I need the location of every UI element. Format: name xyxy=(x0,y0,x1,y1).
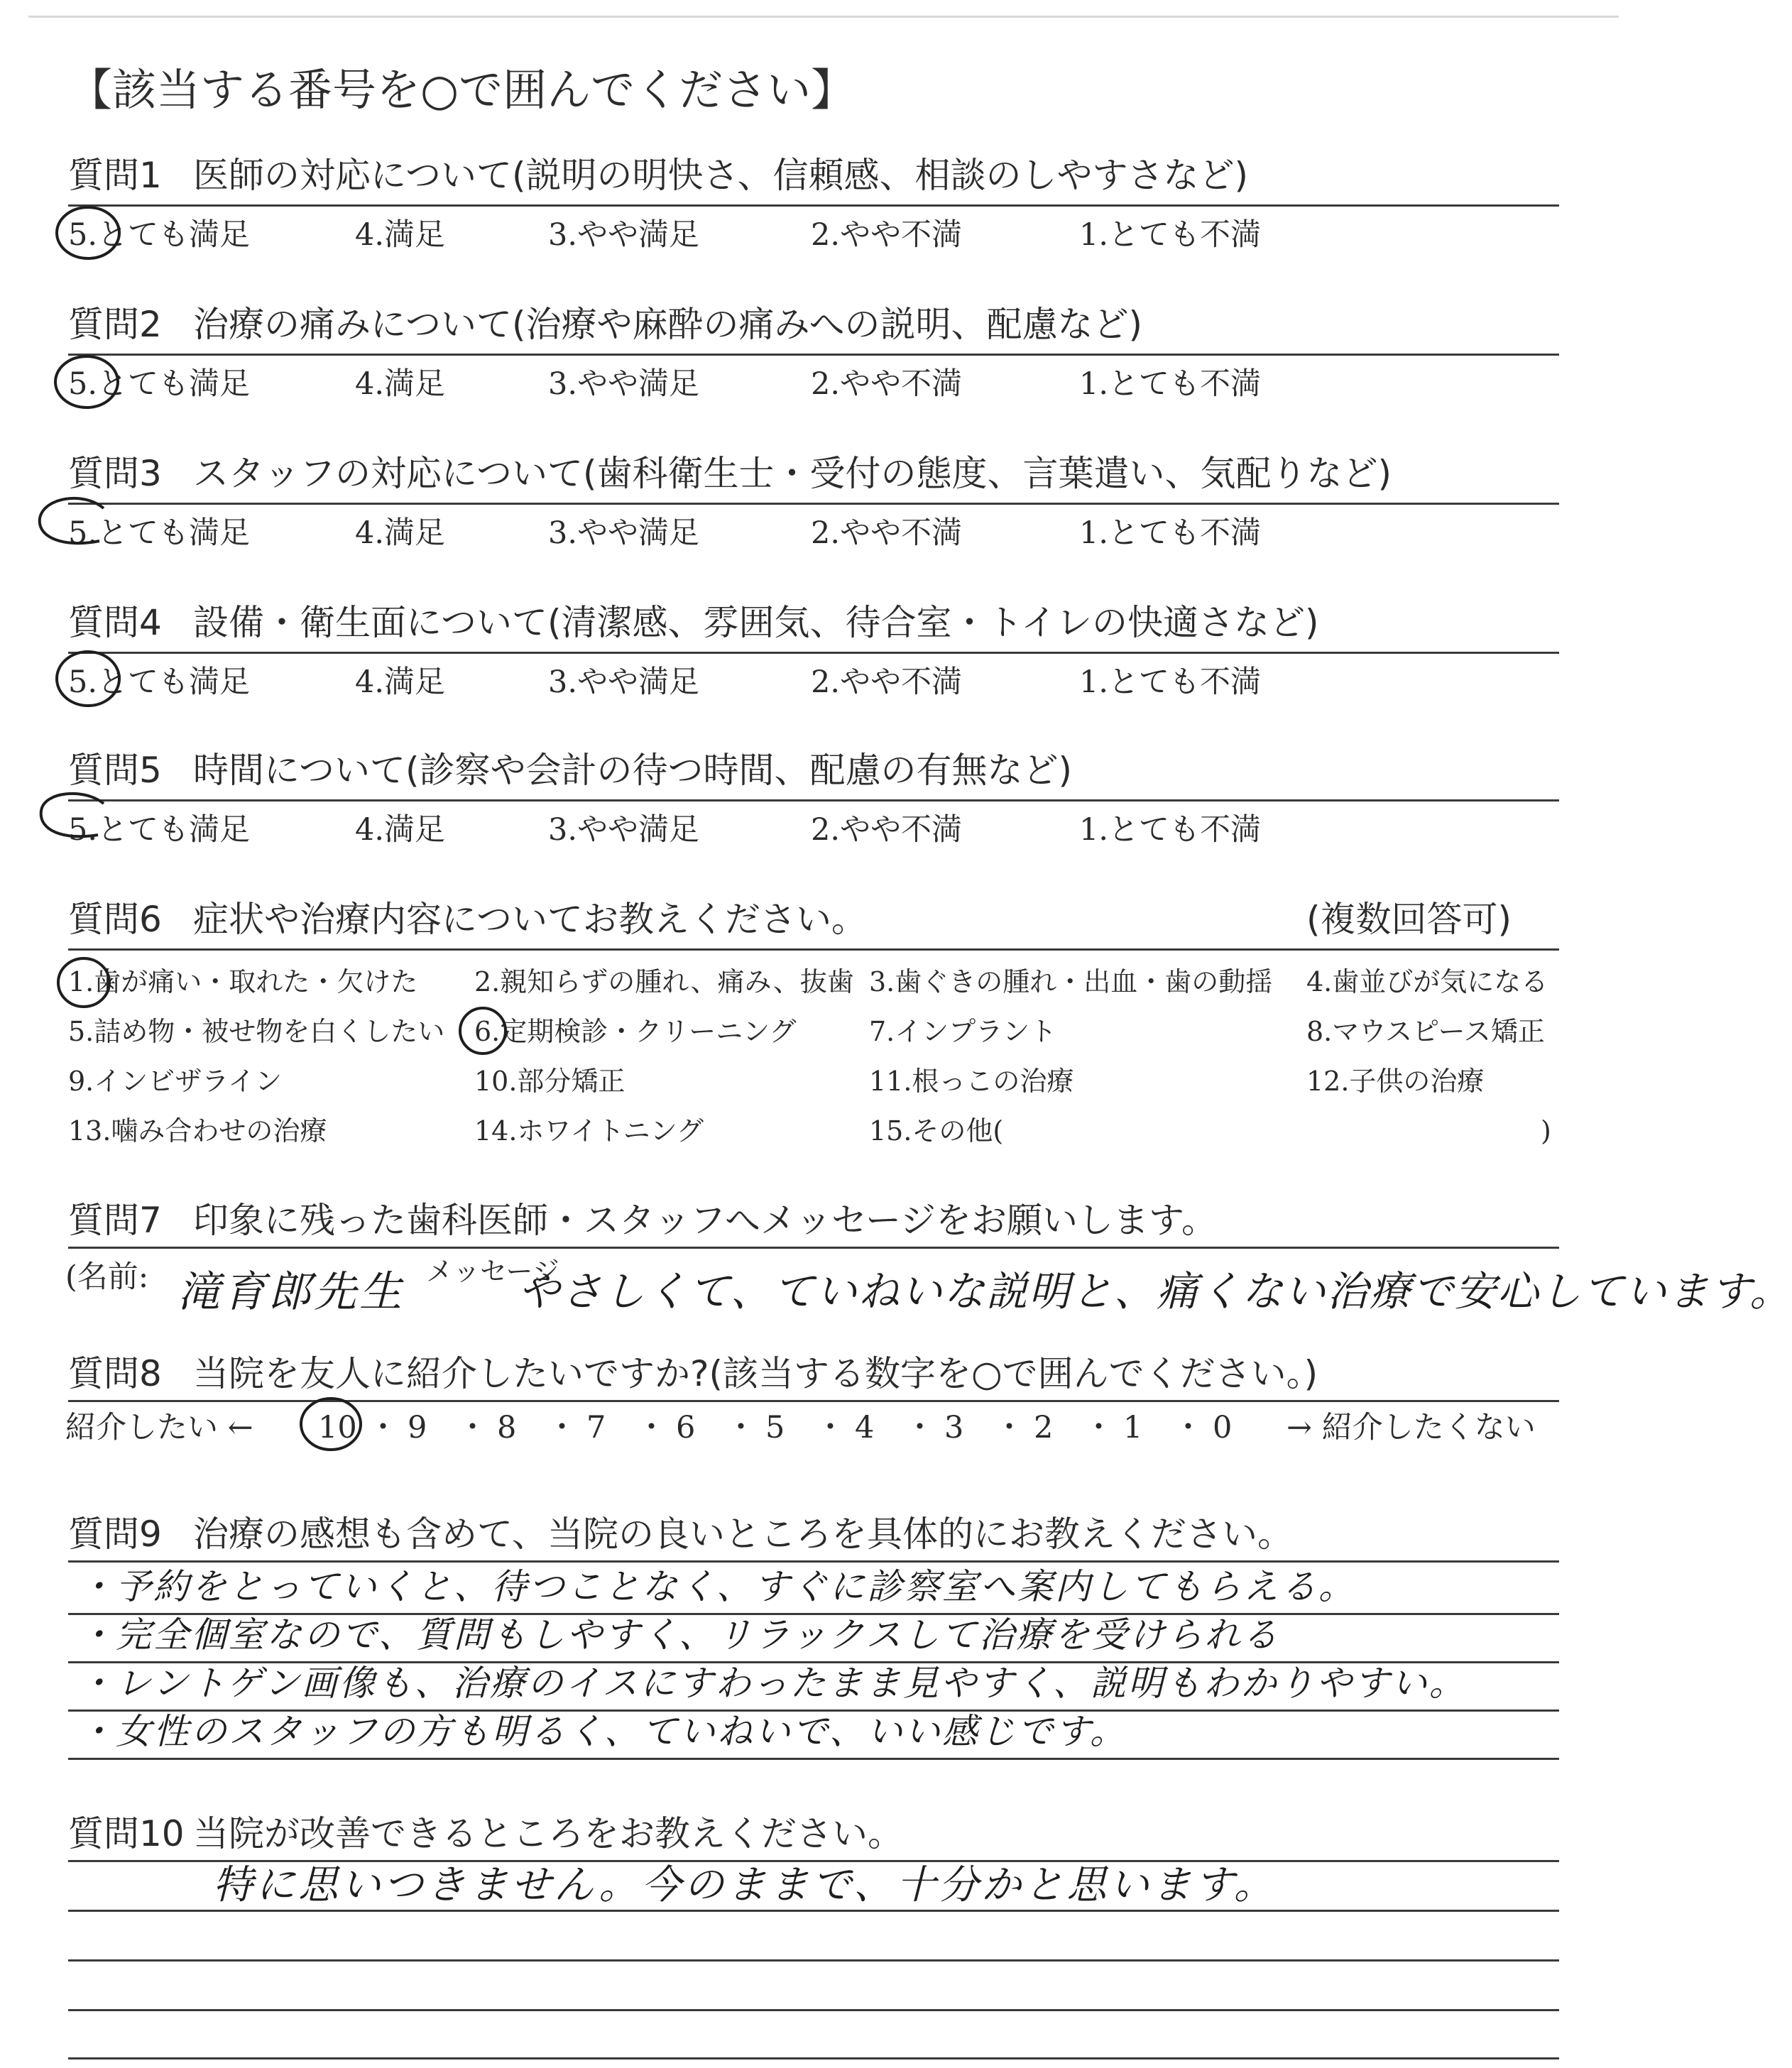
q5-option-1[interactable]: 1.とても不満 xyxy=(1079,812,1262,848)
q7-message-handwritten: やさしくて、ていねいな説明と、痛くない治療で安心しています。 xyxy=(518,1267,1792,1315)
q1-option-1[interactable]: 1.とても不満 xyxy=(1079,217,1262,253)
q1-option-4[interactable]: 4.満足 xyxy=(355,217,446,253)
q2-option-1[interactable]: 1.とても不満 xyxy=(1079,366,1262,402)
q9-label: 質問9 xyxy=(68,1514,162,1555)
q1-option-3[interactable]: 3.やや満足 xyxy=(548,217,700,253)
q8-score-3[interactable]: 3 xyxy=(944,1410,964,1445)
q4-option-2[interactable]: 2.やや不満 xyxy=(811,664,963,700)
q5-underline xyxy=(68,799,1559,802)
q6-item-13[interactable]: 13.噛み合わせの治療 xyxy=(68,1115,327,1147)
q5-option-3[interactable]: 3.やや満足 xyxy=(548,812,700,848)
q2-option-3[interactable]: 3.やや満足 xyxy=(548,366,700,402)
q2-label: 質問2 xyxy=(68,304,162,345)
q8-score-4[interactable]: 4 xyxy=(855,1410,875,1445)
q6-item-12[interactable]: 12.子供の治療 xyxy=(1306,1066,1485,1097)
q9-text: 治療の感想も含めて、当院の良いところを具体的にお教えください。 xyxy=(193,1514,1293,1555)
q4-option-3[interactable]: 3.やや満足 xyxy=(548,664,700,700)
q2-option-5[interactable]: 5.とても満足 xyxy=(68,366,251,402)
q8-score-5[interactable]: 5 xyxy=(765,1410,785,1445)
q8-scale-separator: ・ xyxy=(905,1410,935,1445)
q10-line-2 xyxy=(68,1959,1559,1962)
q6-label: 質問6 xyxy=(68,899,162,940)
q6-item-9[interactable]: 9.インビザライン xyxy=(68,1066,283,1097)
q5-label: 質問5 xyxy=(68,750,162,791)
q8-left-label: 紹介したい ← xyxy=(65,1410,253,1445)
q9-answer-line-3: ・レントゲン画像も、治療のイスにすわったまま見やすく、説明もわかりやすい。 xyxy=(78,1663,1467,1704)
q5-option-4[interactable]: 4.満足 xyxy=(355,812,446,848)
q6-item-4[interactable]: 4.歯並びが気になる xyxy=(1306,966,1548,997)
q1-option-5[interactable]: 5.とても満足 xyxy=(68,217,251,253)
q6-item-2[interactable]: 2.親知らずの腫れ、痛み、抜歯 xyxy=(474,966,854,997)
q4-underline xyxy=(68,652,1559,654)
q8-label: 質問8 xyxy=(68,1353,162,1394)
q7-text: 印象に残った歯科医師・スタッフへメッセージをお願いします。 xyxy=(193,1200,1217,1241)
q3-option-5[interactable]: 5.とても満足 xyxy=(68,515,251,551)
q10-text: 当院が改善できるところをお教えください。 xyxy=(193,1813,903,1854)
q9-line-4 xyxy=(68,1758,1559,1760)
q6-item-11[interactable]: 11.根っこの治療 xyxy=(869,1066,1074,1097)
q10-label: 質問10 xyxy=(68,1813,185,1854)
q5-option-2[interactable]: 2.やや不満 xyxy=(811,812,963,848)
q10-line-4 xyxy=(68,2057,1559,2059)
q3-option-2[interactable]: 2.やや不満 xyxy=(811,515,963,551)
q3-option-3[interactable]: 3.やや満足 xyxy=(548,515,700,551)
q8-scale-separator: ・ xyxy=(547,1410,577,1445)
q9-answer-line-4: ・女性のスタッフの方も明るく、ていねいで、いい感じです。 xyxy=(78,1711,1127,1752)
q5-option-5[interactable]: 5.とても満足 xyxy=(68,812,251,848)
q8-score-2[interactable]: 2 xyxy=(1034,1410,1054,1445)
q7-label: 質問7 xyxy=(68,1200,162,1241)
q10-answer-handwritten: 特に思いつきません。今のままで、十分かと思います。 xyxy=(213,1862,1277,1908)
q6-underline xyxy=(68,948,1559,951)
q9-answer-line-2: ・完全個室なので、質問もしやすく、リラックスして治療を受けられる xyxy=(78,1614,1280,1656)
q4-option-4[interactable]: 4.満足 xyxy=(355,664,446,700)
q6-note: (複数回答可) xyxy=(1306,899,1512,940)
q8-right-label: → 紹介したくない xyxy=(1286,1410,1536,1445)
q7-message-label: メッセージ xyxy=(426,1256,559,1287)
q8-underline xyxy=(68,1400,1559,1402)
q6-item-3[interactable]: 3.歯ぐきの腫れ・出血・歯の動揺 xyxy=(869,966,1273,997)
q8-scale-separator: ・ xyxy=(726,1410,756,1445)
q6-item-5[interactable]: 5.詰め物・被せ物を白くしたい xyxy=(68,1016,445,1047)
q1-text: 医師の対応について(説明の明快さ、信頼感、相談のしやすさなど) xyxy=(193,155,1249,196)
q6-text: 症状や治療内容についてお教えください。 xyxy=(193,899,867,940)
q4-option-1[interactable]: 1.とても不満 xyxy=(1079,664,1262,700)
q3-underline xyxy=(68,503,1559,505)
q6-item-10[interactable]: 10.部分矯正 xyxy=(474,1066,625,1097)
q8-text: 当院を友人に紹介したいですか?(該当する数字を○で囲んでください。) xyxy=(193,1353,1318,1394)
q3-text: スタッフの対応について(歯科衛生士・受付の態度、言葉遣い、気配りなど) xyxy=(193,453,1392,494)
q10-line-1 xyxy=(68,1910,1559,1912)
top-edge-line xyxy=(28,16,1619,18)
q8-score-10[interactable]: 10 xyxy=(318,1410,357,1445)
q1-underline xyxy=(68,204,1559,207)
q6-item-14[interactable]: 14.ホワイトニング xyxy=(474,1115,704,1147)
q2-option-2[interactable]: 2.やや不満 xyxy=(811,366,963,402)
q7-underline xyxy=(68,1247,1559,1249)
q2-option-4[interactable]: 4.満足 xyxy=(355,366,446,402)
q6-item-15[interactable]: 15.その他( xyxy=(869,1115,1004,1147)
q8-scale-separator: ・ xyxy=(368,1410,398,1445)
q8-score-8[interactable]: 8 xyxy=(497,1410,517,1445)
q8-scale-separator: ・ xyxy=(1173,1410,1203,1445)
q6-item-8[interactable]: 8.マウスピース矯正 xyxy=(1306,1016,1545,1047)
q4-text: 設備・衛生面について(清潔感、雰囲気、待合室・トイレの快適さなど) xyxy=(193,602,1319,643)
q2-underline xyxy=(68,354,1559,356)
q4-option-5[interactable]: 5.とても満足 xyxy=(68,664,251,700)
q8-score-0[interactable]: 0 xyxy=(1213,1410,1233,1445)
q8-score-9[interactable]: 9 xyxy=(408,1410,427,1445)
q1-option-2[interactable]: 2.やや不満 xyxy=(811,217,963,253)
q6-item-1[interactable]: 1.歯が痛い・取れた・欠けた xyxy=(68,966,418,997)
q8-scale-separator: ・ xyxy=(636,1410,667,1445)
q1-label: 質問1 xyxy=(68,155,162,196)
q10-line-3 xyxy=(68,2009,1559,2011)
q3-label: 質問3 xyxy=(68,453,162,494)
q7-name-label: (名前: xyxy=(65,1259,149,1295)
instruction-heading: 【該当する番号を○で囲んでください】 xyxy=(68,64,856,116)
q8-scale-separator: ・ xyxy=(815,1410,846,1445)
q6-other-close-paren: ) xyxy=(1541,1115,1551,1147)
q6-item-7[interactable]: 7.インプラント xyxy=(869,1016,1057,1047)
q8-score-1[interactable]: 1 xyxy=(1123,1410,1143,1445)
q8-score-6[interactable]: 6 xyxy=(676,1410,696,1445)
q9-underline xyxy=(68,1560,1559,1563)
q2-text: 治療の痛みについて(治療や麻酔の痛みへの説明、配慮など) xyxy=(193,304,1143,345)
q3-option-1[interactable]: 1.とても不満 xyxy=(1079,515,1262,551)
q8-scale-separator: ・ xyxy=(457,1410,488,1445)
q8-scale-separator: ・ xyxy=(994,1410,1025,1445)
q8-scale-separator: ・ xyxy=(1083,1410,1114,1445)
q8-score-7[interactable]: 7 xyxy=(586,1410,606,1445)
q6-item-6[interactable]: 6.定期検診・クリーニング xyxy=(474,1016,797,1047)
q4-label: 質問4 xyxy=(68,602,162,643)
q9-answer-line-1: ・予約をとっていくと、待つことなく、すぐに診察室へ案内してもらえる。 xyxy=(78,1566,1356,1607)
q3-option-4[interactable]: 4.満足 xyxy=(355,515,446,551)
q7-name-handwritten: 滝育郎先生 xyxy=(177,1267,405,1317)
q5-text: 時間について(診察や会計の待つ時間、配慮の有無など) xyxy=(193,750,1073,791)
